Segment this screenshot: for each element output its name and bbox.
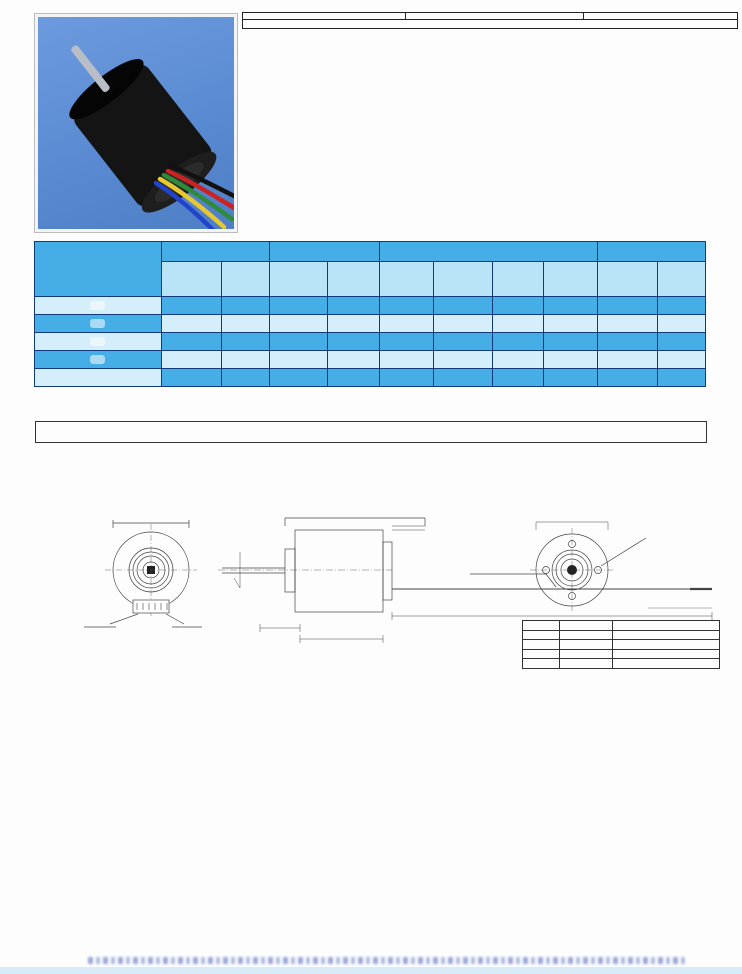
pin-row (523, 630, 720, 640)
redaction-blob (90, 319, 105, 328)
performance-chart-s04 (386, 746, 731, 958)
table-row (35, 315, 706, 333)
pin-row (523, 621, 720, 631)
group-starting (598, 242, 706, 262)
group-no-load (269, 242, 379, 262)
table-row (35, 369, 706, 387)
model-title (243, 13, 406, 19)
performance-chart-s02 (30, 746, 370, 958)
col-noload-speed (269, 262, 327, 297)
table-row (35, 297, 706, 315)
pin-row (523, 649, 720, 659)
pin-row (523, 640, 720, 650)
pin-row (523, 659, 720, 669)
application-lines (243, 24, 737, 28)
spec-group-header-row (35, 242, 706, 262)
footer-watermark (88, 957, 688, 964)
col-rated-torque (379, 262, 433, 297)
col-start-current (657, 262, 705, 297)
group-rated-load (379, 242, 598, 262)
spec-table (34, 241, 706, 387)
header-row (243, 13, 737, 20)
col-noload-current (328, 262, 379, 297)
col-rated-speed (434, 262, 492, 297)
rear-view (530, 522, 646, 612)
col-operating-range (162, 262, 222, 297)
model-column-header (35, 242, 162, 297)
motor-illustration (38, 17, 234, 229)
header-block (242, 12, 738, 29)
redaction-blob (90, 355, 105, 364)
pin-table (522, 620, 720, 669)
redaction-blob (90, 301, 105, 310)
product-photo-frame (34, 13, 238, 233)
page-bottom-band (0, 967, 742, 974)
col-rated (221, 262, 269, 297)
group-voltage (162, 242, 270, 262)
redaction-blob (90, 337, 105, 346)
table-row (35, 333, 706, 351)
notice-box (35, 421, 707, 443)
product-photo (38, 17, 234, 229)
col-rated-current (492, 262, 543, 297)
table-row (35, 351, 706, 369)
weight-cell (584, 13, 737, 19)
output-power-cell (406, 13, 584, 19)
col-output-power (543, 262, 597, 297)
col-start-torque (598, 262, 658, 297)
front-view (84, 520, 202, 627)
